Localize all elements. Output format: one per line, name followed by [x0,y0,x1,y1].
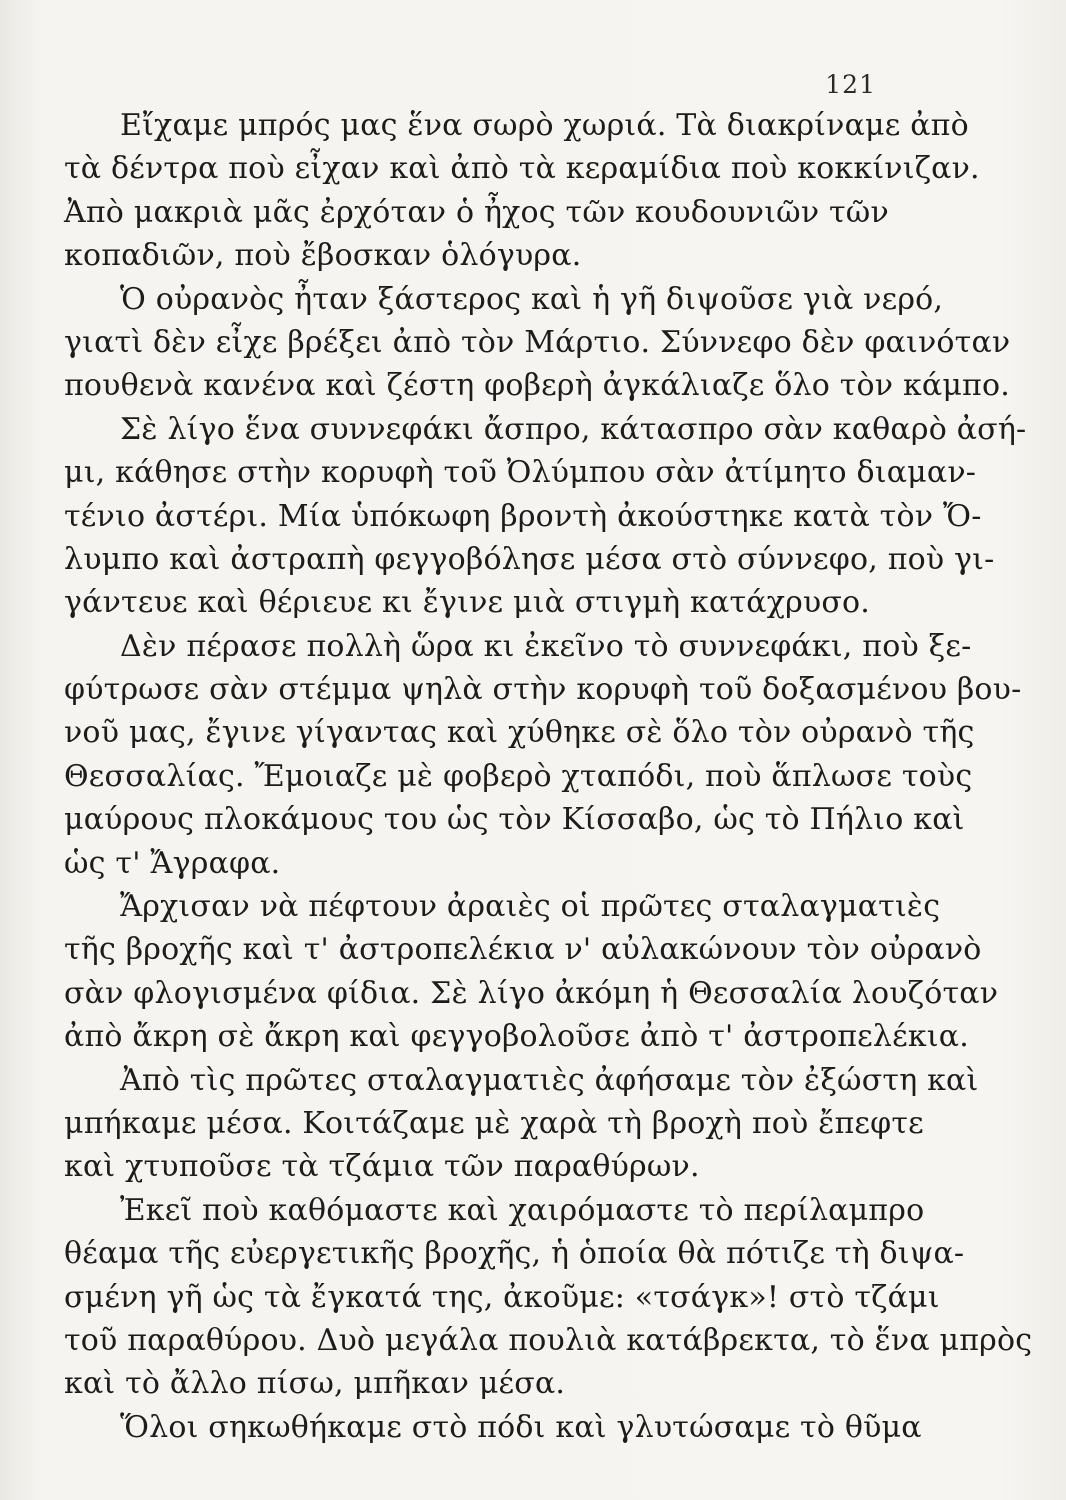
text-line: καὶ χτυποῦσε τὰ τζάμια τῶν παραθύρων. [64,1149,700,1185]
text-line: γάντευε καὶ θέριευε κι ἔγινε μιὰ στιγμὴ κατάχρυσο. [64,585,871,621]
page-number: 121 [825,70,876,99]
text-line: τένιο ἀστέρι. Μία ὑπόκωφη βροντὴ ἀκούστηκε κατὰ τὸν Ὄ- [64,498,982,534]
text-line: Ὅλοι σηκωθήκαμε στὸ πόδι καὶ γλυτώσαμε τὸ θῦμα [120,1409,922,1445]
text-line: καὶ τὸ ἄλλο πίσω, μπῆκαν μέσα. [64,1366,566,1402]
text-line: φύτρωσε σὰν στέμμα ψηλὰ στὴν κορυφὴ τοῦ δοξασμένου βου- [64,672,1022,708]
text-line: ἀπὸ ἄκρη σὲ ἄκρη καὶ φεγγοβολοῦσε ἀπὸ τ' ἀστροπελέκια. [64,1019,969,1055]
text-line: Ἀπὸ τὶς πρῶτες σταλαγματιὲς ἀφήσαμε τὸν ἐξώστη καὶ [120,1062,979,1098]
text-line: Ἐκεῖ ποὺ καθόμαστε καὶ χαιρόμαστε τὸ περίλαμπρο [120,1192,925,1228]
text-line: κοπαδιῶν, ποὺ ἔβοσκαν ὁλόγυρα. [64,238,582,274]
text-line: μπήκαμε μέσα. Κοιτάζαμε μὲ χαρὰ τὴ βροχὴ ποὺ ἔπεφτε [64,1105,924,1141]
body-text [64,104,1033,1449]
text-line: τὰ δέντρα ποὺ εἶχαν καὶ ἀπὸ τὰ κεραμίδια ποὺ κοκκίνιζαν. [64,151,980,187]
text-line: Ἀπὸ μακριὰ μᾶς ἐρχόταν ὁ ἦχος τῶν κουδουνιῶν τῶν [64,194,889,230]
text-line: Δὲν πέρασε πολλὴ ὥρα κι ἐκεῖνο τὸ συννεφάκι, ποὺ ξε- [120,628,972,664]
text-line: μαύρους πλοκάμους του ὡς τὸν Κίσσαβο, ὡς τὸ Πήλιο καὶ [64,802,965,838]
text-line: Θεσσαλίας. Ἔμοιαζε μὲ φοβερὸ χταπόδι, ποὺ ἅπλωσε τοὺς [64,758,973,794]
text-line: τοῦ παραθύρου. Δυὸ μεγάλα πουλιὰ κατάβρεκτα, τὸ ἕνα μπρὸς [64,1322,1033,1358]
text-line: τῆς βροχῆς καὶ τ' ἀστροπελέκια ν' αὐλακώνουν τὸν οὐρανὸ [64,932,982,968]
text-line: ὡς τ' Ἄγραφα. [64,845,281,881]
text-line: σὰν φλογισμένα φίδια. Σὲ λίγο ἀκόμη ἡ Θεσσαλία λουζόταν [64,975,999,1011]
text-line: Ὁ οὐρανὸς ἦταν ξάστερος καὶ ἡ γῆ διψοῦσε γιὰ νερό, [120,281,944,317]
text-line: λυμπο καὶ ἀστραπὴ φεγγοβόλησε μέσα στὸ σύννεφο, ποὺ γι- [64,541,995,577]
text-line: νοῦ μας, ἔγινε γίγαντας καὶ χύθηκε σὲ ὅλο τὸν οὐρανὸ τῆς [64,715,975,751]
text-line: μι, κάθησε στὴν κορυφὴ τοῦ Ὀλύμπου σὰν ἀτίμητο διαμαν- [64,455,977,491]
text-line: πουθενὰ κανένα καὶ ζέστη φοβερὴ ἀγκάλιαζε ὅλο τὸν κάμπο. [64,368,1010,404]
text-line: γιατὶ δὲν εἶχε βρέξει ἀπὸ τὸν Μάρτιο. Σύννεφο δὲν φαινόταν [64,324,1011,360]
text-line: Εἴχαμε μπρός μας ἕνα σωρὸ χωριά. Τὰ διακρίναμε ἀπὸ [120,108,969,143]
text-line: θέαμα τῆς εὐεργετικῆς βροχῆς, ἡ ὁποία θὰ πότιζε τὴ διψα- [64,1236,965,1272]
text-line: Σὲ λίγο ἕνα συννεφάκι ἄσπρο, κάτασπρο σὰν καθαρὸ ἀσή- [120,411,1027,447]
text-line: Ἄρχισαν νὰ πέφτουν ἀραιὲς οἱ πρῶτες σταλαγματιὲς [120,889,941,925]
text-line: σμένη γῆ ὡς τὰ ἔγκατά της, ἀκοῦμε: «τσάγκ»! στὸ τζάμι [64,1279,940,1315]
